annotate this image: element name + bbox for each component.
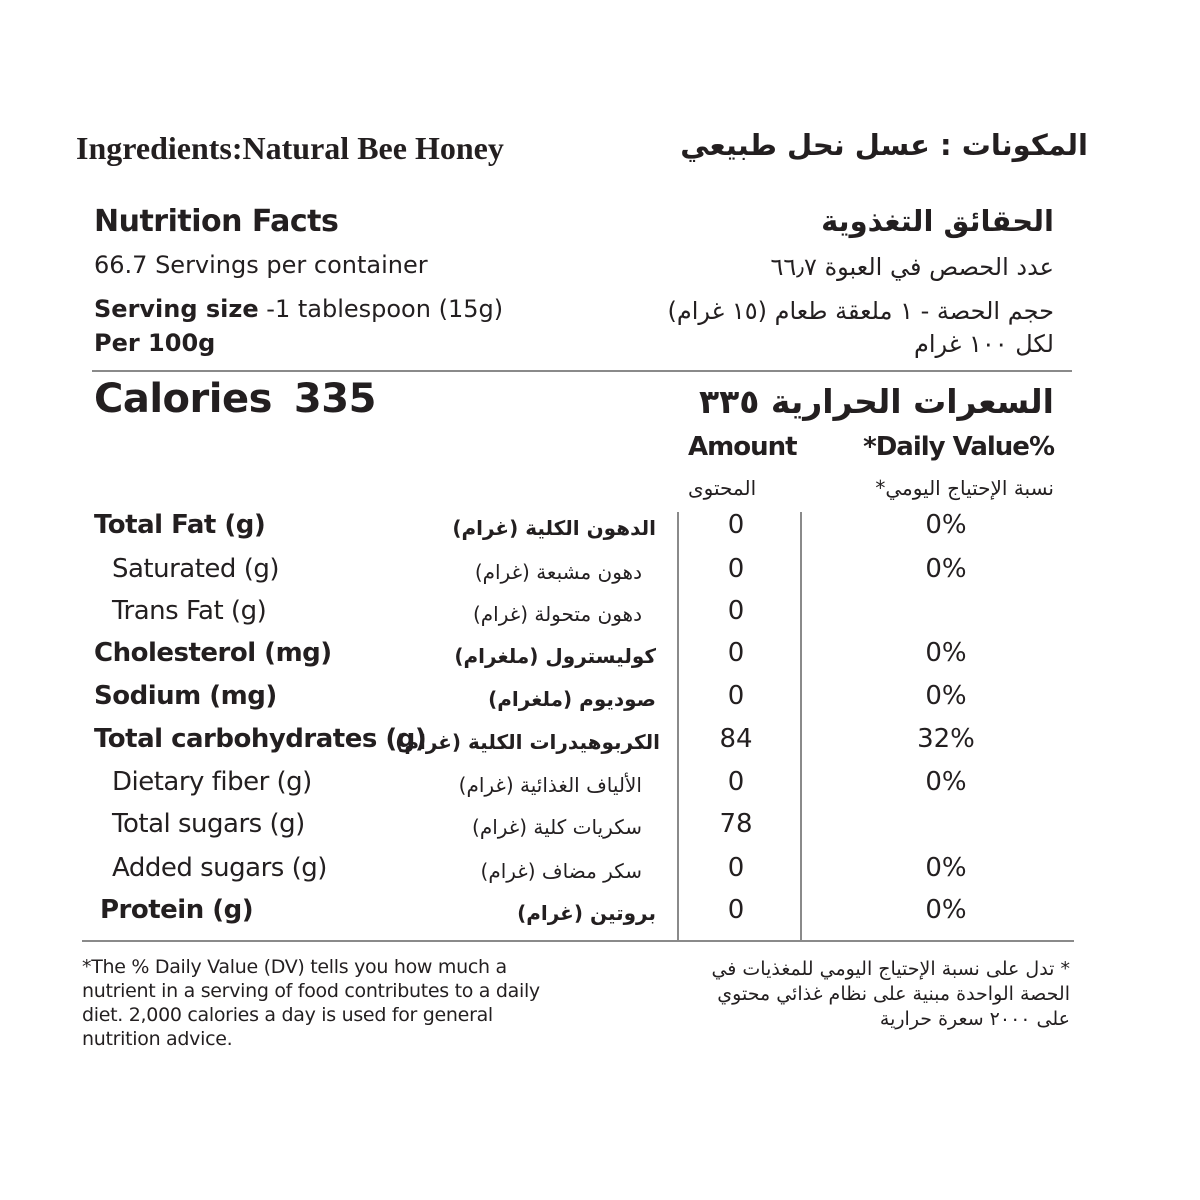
nutrient-name: Total carbohydrates (g)	[94, 724, 427, 754]
nutrient-name-arabic: الألياف الغذائية (غرام)	[458, 773, 642, 797]
nutrient-name: Cholesterol (mg)	[94, 638, 332, 668]
ingredients-english: Ingredients:Natural Bee Honey	[76, 130, 504, 166]
table-row	[0, 853, 1200, 893]
table-row	[0, 724, 1200, 764]
nutrient-amount: 0	[727, 596, 745, 626]
nutrient-amount: 0	[727, 681, 745, 711]
nutrient-daily-value: 0%	[925, 681, 967, 711]
calories	[94, 376, 376, 422]
nutrient-name: Total Fat (g)	[94, 510, 266, 540]
nutrient-amount: 0	[727, 853, 745, 883]
nutrient-name: Protein (g)	[100, 895, 254, 925]
footnote-line-arabic: الحصة الواحدة مبنية على نظام غذائي محتوي	[717, 983, 1070, 1005]
nutrient-amount: 78	[719, 809, 753, 839]
daily-value-column-header-arabic: نسبة الإحتياج اليومي*	[875, 476, 1054, 500]
nutrient-name-arabic: كوليسترول (ملغرام)	[454, 644, 656, 668]
header-divider	[92, 370, 1072, 372]
nutrient-daily-value: 0%	[925, 554, 967, 584]
nutrient-name-arabic: سكر مضاف (غرام)	[480, 859, 642, 883]
nutrition-facts-title-arabic: الحقائق التغذوية	[821, 204, 1054, 238]
footnote-english	[82, 955, 562, 1051]
nutrient-name: Sodium (mg)	[94, 681, 277, 711]
nutrient-name-arabic: صوديوم (ملغرام)	[488, 687, 656, 711]
footnote-line: diet. 2,000 calories a day is used for general	[82, 1004, 493, 1026]
table-row	[0, 596, 1200, 636]
serving-size-arabic: حجم الحصة - ١ ملعقة طعام (١٥ غرام)	[667, 297, 1054, 325]
table-row	[0, 895, 1200, 935]
nutrient-amount: 84	[719, 724, 753, 754]
table-row	[0, 510, 1200, 550]
nutrient-amount: 0	[727, 895, 745, 925]
nutrient-name-arabic: الدهون الكلية (غرام)	[452, 516, 656, 540]
nutrient-daily-value: 32%	[917, 724, 975, 754]
nutrient-amount: 0	[727, 554, 745, 584]
amount-column-header-arabic: المحتوى	[688, 476, 757, 500]
footnote-line-arabic: * تدل على نسبة الإحتياج اليومي للمغذيات في	[711, 958, 1070, 980]
per-100g-arabic: لكل ١٠٠ غرام	[914, 330, 1054, 358]
nutrient-name-arabic: الكربوهيدرات الكلية (غرام)	[395, 730, 660, 754]
nutrient-name: Dietary fiber (g)	[112, 767, 312, 797]
table-row	[0, 809, 1200, 849]
nutrient-daily-value: 0%	[925, 510, 967, 540]
servings-per-container-arabic: عدد الحصص في العبوة ٦٦٫٧	[770, 253, 1054, 281]
table-row	[0, 681, 1200, 721]
table-row	[0, 554, 1200, 594]
footnote-arabic	[590, 957, 1070, 1032]
table-bottom-divider	[82, 940, 1074, 942]
serving-size	[94, 295, 503, 323]
nutrient-daily-value: 0%	[925, 638, 967, 668]
daily-value-column-header: *Daily Value%	[863, 432, 1054, 462]
table-row	[0, 638, 1200, 678]
nutrient-name: Added sugars (g)	[112, 853, 327, 883]
nutrition-facts-title: Nutrition Facts	[94, 204, 339, 239]
nutrient-daily-value: 0%	[925, 895, 967, 925]
nutrient-name-arabic: دهون مشبعة (غرام)	[474, 560, 642, 584]
footnote-line: nutrient in a serving of food contributes to a daily	[82, 980, 540, 1002]
nutrient-name: Saturated (g)	[112, 554, 279, 584]
table-row	[0, 767, 1200, 807]
nutrient-amount: 0	[727, 767, 745, 797]
footnote-line-arabic: على ٢٠٠٠ سعرة حرارية	[879, 1008, 1070, 1030]
serving-size-value: -1 tablespoon (15g)	[258, 295, 504, 323]
calories-arabic: السعرات الحرارية ٣٣٥	[698, 382, 1054, 421]
servings-per-container: 66.7 Servings per container	[94, 251, 428, 279]
per-100g: Per 100g	[94, 329, 216, 357]
nutrient-name-arabic: سكريات كلية (غرام)	[472, 815, 642, 839]
calories-value: 335	[293, 376, 376, 422]
nutrient-amount: 0	[727, 638, 745, 668]
nutrient-name-arabic: دهون متحولة (غرام)	[472, 602, 642, 626]
calories-label: Calories	[94, 376, 272, 422]
footnote-line: *The % Daily Value (DV) tells you how much a	[82, 956, 507, 978]
nutrient-daily-value: 0%	[925, 767, 967, 797]
nutrient-name: Trans Fat (g)	[112, 596, 267, 626]
nutrient-name: Total sugars (g)	[112, 809, 305, 839]
serving-size-label: Serving size	[94, 295, 259, 323]
nutrient-amount: 0	[727, 510, 745, 540]
ingredients-arabic: المكونات : عسل نحل طبيعي	[680, 128, 1088, 162]
nutrient-name-arabic: بروتين (غرام)	[517, 901, 656, 925]
amount-column-header: Amount	[688, 432, 797, 462]
footnote-line: nutrition advice.	[82, 1028, 233, 1050]
nutrient-daily-value: 0%	[925, 853, 967, 883]
